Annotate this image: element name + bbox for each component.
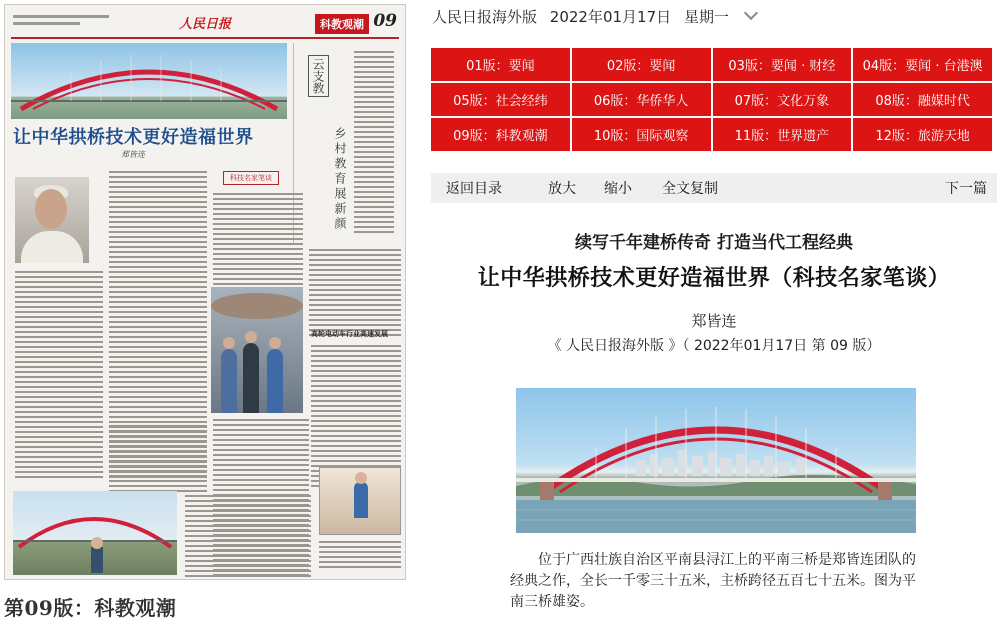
article-bridge-photo	[516, 388, 916, 533]
bridge-arch-graphic	[11, 43, 287, 119]
copy-full-text-link[interactable]: 全文复制	[662, 181, 718, 197]
edition-date: 2022年01月17日	[549, 8, 672, 26]
workers-photo[interactable]	[211, 287, 303, 413]
edition-paper: 人民日报海外版	[432, 8, 538, 26]
zoom-in-link[interactable]: 放大	[548, 181, 576, 197]
section-tag: 科教观潮	[315, 14, 369, 34]
bridge-photo-small[interactable]	[13, 491, 177, 575]
page-link-12[interactable]: 12版：旅游天地	[853, 118, 992, 151]
zoom-out-link[interactable]: 缩小	[604, 181, 632, 197]
page-link-02[interactable]: 02版：要闻	[572, 48, 711, 81]
page-link-10[interactable]: 10版：国际观察	[572, 118, 711, 151]
hero-bridge-photo[interactable]	[11, 43, 287, 119]
edition-weekday: 星期一	[683, 8, 729, 26]
page-link-05[interactable]: 05版：社会经纬	[431, 83, 570, 116]
photo-caption: 位于广西壮族自治区平南县浔江上的平南三桥是郑皆连团队的经典之作，全长一千零三十五米，主桥跨径五百七十五米。图为平南三桥雄姿。	[510, 552, 916, 610]
page-number: 09	[373, 11, 397, 31]
page-caption: 第09版：科教观潮	[4, 596, 177, 620]
article-source: 《 人民日报海外版 》（ 2022年01月17日 第 09 版）	[547, 338, 881, 354]
article-text-col-4	[309, 249, 401, 339]
page-link-08[interactable]: 08版：融媒时代	[853, 83, 992, 116]
vertical-column-label: 云支教	[308, 55, 329, 97]
page-link-11[interactable]: 11版：世界遗产	[713, 118, 852, 151]
chevron-down-icon[interactable]	[744, 6, 758, 20]
page-link-07[interactable]: 07版：文化万象	[713, 83, 852, 116]
mid-headline[interactable]: 高轮电动车行业高速发展	[311, 330, 388, 338]
newspaper-page-thumbnail[interactable]	[4, 4, 406, 580]
child-photo[interactable]	[319, 467, 401, 535]
masthead-meta-lines	[13, 15, 109, 29]
edition-selector[interactable]	[432, 6, 756, 27]
page-link-03[interactable]: 03版：要闻 · 财经	[713, 48, 852, 81]
page-link-09[interactable]: 09版：科教观潮	[431, 118, 570, 151]
article-text-col-7	[109, 425, 207, 495]
page-link-01[interactable]: 01版：要闻	[431, 48, 570, 81]
next-article-link[interactable]: 下一篇	[945, 181, 987, 197]
vertical-column-title: 乡村教育展新颜	[333, 127, 347, 232]
newspaper-logo: 人民日报	[179, 17, 232, 32]
article-toolbar	[431, 173, 997, 203]
hero-author: 郑皆连	[121, 150, 145, 159]
page-navigation-grid	[431, 48, 992, 151]
child-photo-caption	[319, 541, 401, 571]
bridge-arch-graphic-large	[516, 388, 916, 533]
author-portrait	[15, 177, 89, 263]
article-author: 郑皆连	[691, 312, 737, 330]
hero-title[interactable]: 让中华拱桥技术更好造福世界	[13, 127, 254, 148]
page-link-06[interactable]: 06版：华侨华人	[572, 83, 711, 116]
article-text-col-8	[185, 495, 311, 580]
page-masthead	[11, 9, 399, 39]
vertical-column[interactable]	[293, 43, 399, 243]
article-subtitle: 续写千年建桥传奇 打造当代工程经典	[575, 233, 853, 253]
article-title: 让中华拱桥技术更好造福世界（科技名家笔谈）	[477, 266, 951, 291]
page-link-04[interactable]: 04版：要闻 · 台港澳	[853, 48, 992, 81]
vertical-column-text	[354, 51, 394, 236]
bridge-arch-graphic-small	[13, 491, 177, 575]
column-box: 科技名家笔谈	[223, 171, 279, 185]
back-to-index-link[interactable]: 返回目录	[446, 181, 502, 197]
article-text-col-1	[15, 271, 103, 481]
